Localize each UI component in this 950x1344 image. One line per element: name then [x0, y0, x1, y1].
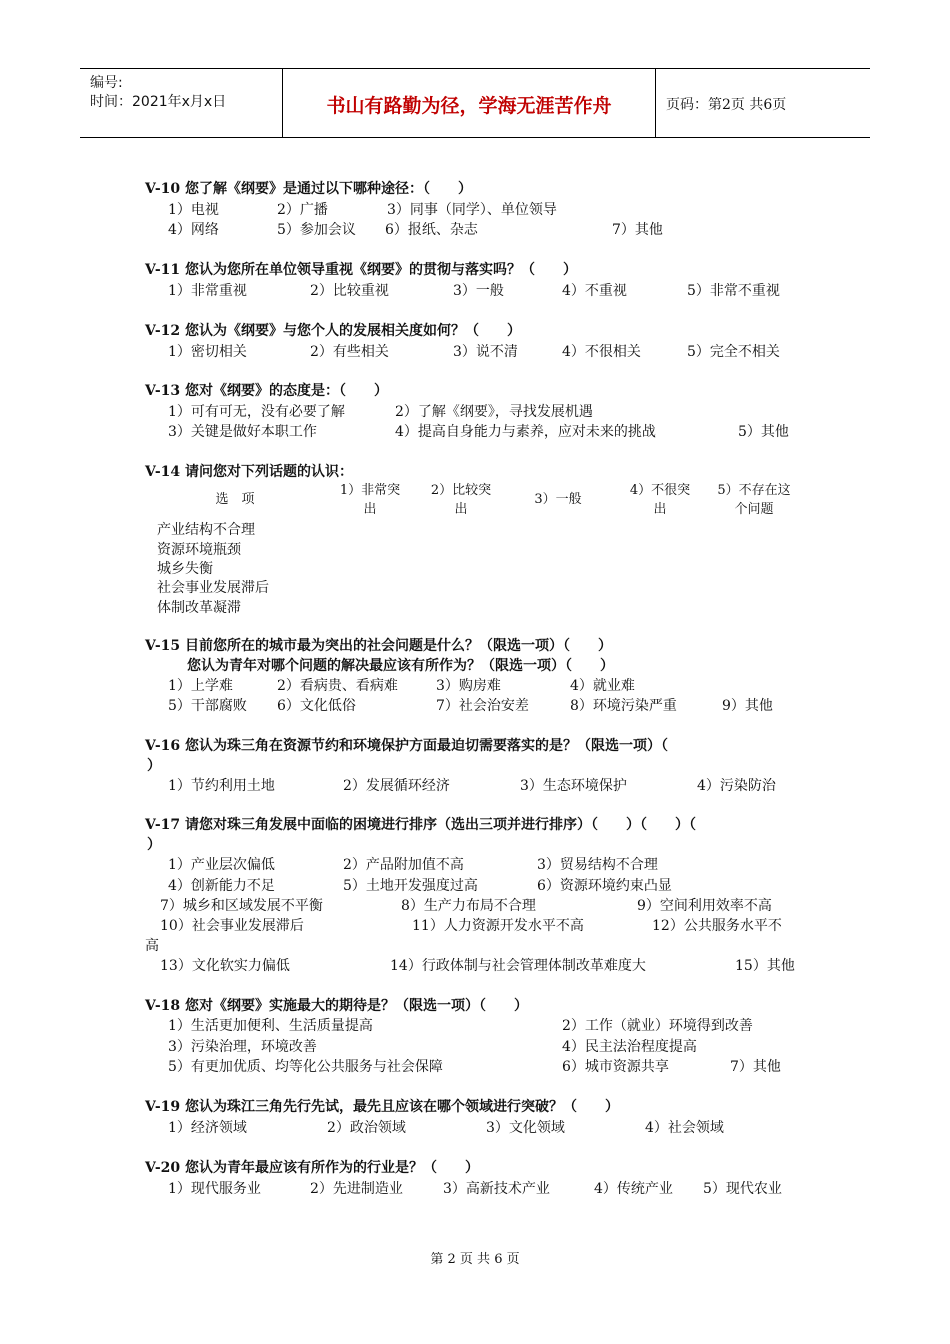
option: 5）干部腐败: [168, 698, 247, 714]
option: 8）生产力布局不合理: [401, 898, 536, 914]
option: 4）创新能力不足: [168, 878, 275, 894]
option: 2）广播: [277, 202, 328, 218]
option: 2）产品附加值不高: [343, 857, 464, 873]
option: 5）完全不相关: [687, 344, 780, 360]
option: 11）人力资源开发水平不高: [412, 918, 584, 934]
option: 3）贸易结构不合理: [537, 857, 658, 873]
table-header: 4）不很突出: [629, 483, 691, 517]
table-row-label: 资源环境瓶颈: [157, 542, 241, 558]
option: 2）比较重视: [310, 283, 389, 299]
motto: 书山有路勤为径，学海无涯苦作舟: [326, 95, 612, 117]
option: 7）其他: [612, 222, 663, 238]
table-row-label: 体制改革凝滞: [157, 600, 241, 616]
question-v13: V-13 您对《纲要》的态度是：（ ）: [145, 383, 389, 399]
table-row-label: 社会事业发展滞后: [157, 580, 269, 596]
question-v17: V-17 请您对珠三角发展中面临的困境进行排序（选出三项并进行排序）（ ）（ ）（: [145, 817, 697, 833]
question-v14: V-14 请问您对下列话题的认识：: [145, 464, 354, 480]
option: 2）政治领域: [327, 1120, 406, 1136]
option: 4）网络: [168, 222, 219, 238]
table-header: 2）比较突出: [430, 483, 492, 517]
question-v12: V-12 您认为《纲要》与您个人的发展相关度如何？（ ）: [145, 323, 522, 339]
option: 9）空间利用效率不高: [637, 898, 772, 914]
table-header: 5）不存在这个问题: [717, 483, 791, 517]
option: 5）参加会议: [277, 222, 356, 238]
option: 1）密切相关: [168, 344, 247, 360]
option: 2）工作（就业）环境得到改善: [562, 1018, 753, 1034]
option: 6）报纸、杂志: [385, 222, 478, 238]
question-v20: V-20 您认为青年最应该有所作为的行业是？（ ）: [145, 1160, 480, 1176]
option-cont: 高: [145, 938, 159, 954]
option: 2）看病贵、看病难: [277, 678, 398, 694]
option: 6）资源环境约束凸显: [537, 878, 672, 894]
header-page-cell: [656, 69, 870, 137]
option: 7）其他: [730, 1059, 781, 1075]
question-v15: V-15 目前您所在的城市最为突出的社会问题是什么？（限选一项）（ ）: [145, 638, 613, 654]
option: 3）高新技术产业: [443, 1181, 550, 1197]
page-info: 页码：第2页 共6页: [666, 97, 787, 113]
table-header-option: 选 项: [215, 492, 255, 507]
option: 9）其他: [722, 698, 773, 714]
question-v18: V-18 您对《纲要》实施最大的期待是？（限选一项）（ ）: [145, 998, 529, 1014]
option: 4）不很相关: [562, 344, 641, 360]
option: 3）同事（同学）、单位领导: [387, 202, 557, 218]
option: 3）生态环境保护: [520, 778, 627, 794]
option: 1）生活更加便利、生活质量提高: [168, 1018, 373, 1034]
option: 4）污染防治: [697, 778, 776, 794]
option: 1）产业层次偏低: [168, 857, 275, 873]
option: 4）就业难: [570, 678, 635, 694]
table-row-label: 产业结构不合理: [157, 522, 255, 538]
option: 2）有些相关: [310, 344, 389, 360]
option: 6）文化低俗: [277, 698, 356, 714]
option: 7）城乡和区域发展不平衡: [160, 898, 323, 914]
page-footer: 第 2 页 共 6 页: [430, 1252, 520, 1267]
question-v11: V-11 您认为您所在单位领导重视《纲要》的贯彻与落实吗？（ ）: [145, 262, 578, 278]
option: 4）民主法治程度提高: [562, 1039, 697, 1055]
option: 2）发展循环经济: [343, 778, 450, 794]
option: 5）有更加优质、均等化公共服务与社会保障: [168, 1059, 443, 1075]
table-header: 1）非常突出: [339, 483, 401, 517]
time-label: 时间：2021年x月x日: [90, 94, 227, 110]
question-v19: V-19 您认为珠江三角先行先试，最先且应该在哪个领域进行突破？（ ）: [145, 1099, 620, 1115]
option: 5）现代农业: [703, 1181, 782, 1197]
option: 5）其他: [738, 424, 789, 440]
header-motto-cell: [283, 69, 656, 137]
option: 14）行政体制与社会管理体制改革难度大: [390, 958, 646, 974]
option: 1）非常重视: [168, 283, 247, 299]
option: 3）购房难: [436, 678, 501, 694]
option: 3）污染治理，环境改善: [168, 1039, 317, 1055]
option: 3）说不清: [453, 344, 518, 360]
option: 6）城市资源共享: [562, 1059, 669, 1075]
option: 4）提高自身能力与素养，应对未来的挑战: [395, 424, 656, 440]
question-v15-sub: 您认为青年对哪个问题的解决最应该有所作为？（限选一项）（ ）: [187, 658, 614, 674]
option: 7）社会治安差: [436, 698, 529, 714]
option: 8）环境污染严重: [570, 698, 677, 714]
option: 1）经济领域: [168, 1120, 247, 1136]
option: 10）社会事业发展滞后: [160, 918, 304, 934]
option: 1）上学难: [168, 678, 233, 694]
table-header: 3）一般: [534, 492, 582, 507]
question-v16: V-16 您认为珠三角在资源节约和环境保护方面最迫切需要落实的是？（限选一项）（: [145, 738, 669, 754]
option: 4）不重视: [562, 283, 627, 299]
option: 2）先进制造业: [310, 1181, 403, 1197]
option: 12）公共服务水平不: [652, 918, 782, 934]
question-v17-cont: ）: [147, 837, 161, 853]
option: 5）土地开发强度过高: [343, 878, 478, 894]
question-v16-cont: ）: [147, 758, 161, 774]
option: 4）社会领域: [645, 1120, 724, 1136]
option: 1）电视: [168, 202, 219, 218]
option: 3）关键是做好本职工作: [168, 424, 317, 440]
option: 3）文化领域: [486, 1120, 565, 1136]
option: 15）其他: [735, 958, 795, 974]
option: 3）一般: [453, 283, 504, 299]
header-left-cell: [80, 69, 283, 137]
option: 5）非常不重视: [687, 283, 780, 299]
header-table: [80, 68, 870, 138]
option: 4）传统产业: [594, 1181, 673, 1197]
option: 2）了解《纲要》，寻找发展机遇: [395, 404, 593, 420]
option: 1）节约利用土地: [168, 778, 275, 794]
option: 1）可有可无，没有必要了解: [168, 404, 345, 420]
option: 13）文化软实力偏低: [160, 958, 290, 974]
table-row-label: 城乡失衡: [157, 561, 213, 577]
question-v10: V-10 您了解《纲要》是通过以下哪种途径：（ ）: [145, 181, 473, 197]
number-label: 编号:: [90, 75, 123, 91]
option: 1）现代服务业: [168, 1181, 261, 1197]
